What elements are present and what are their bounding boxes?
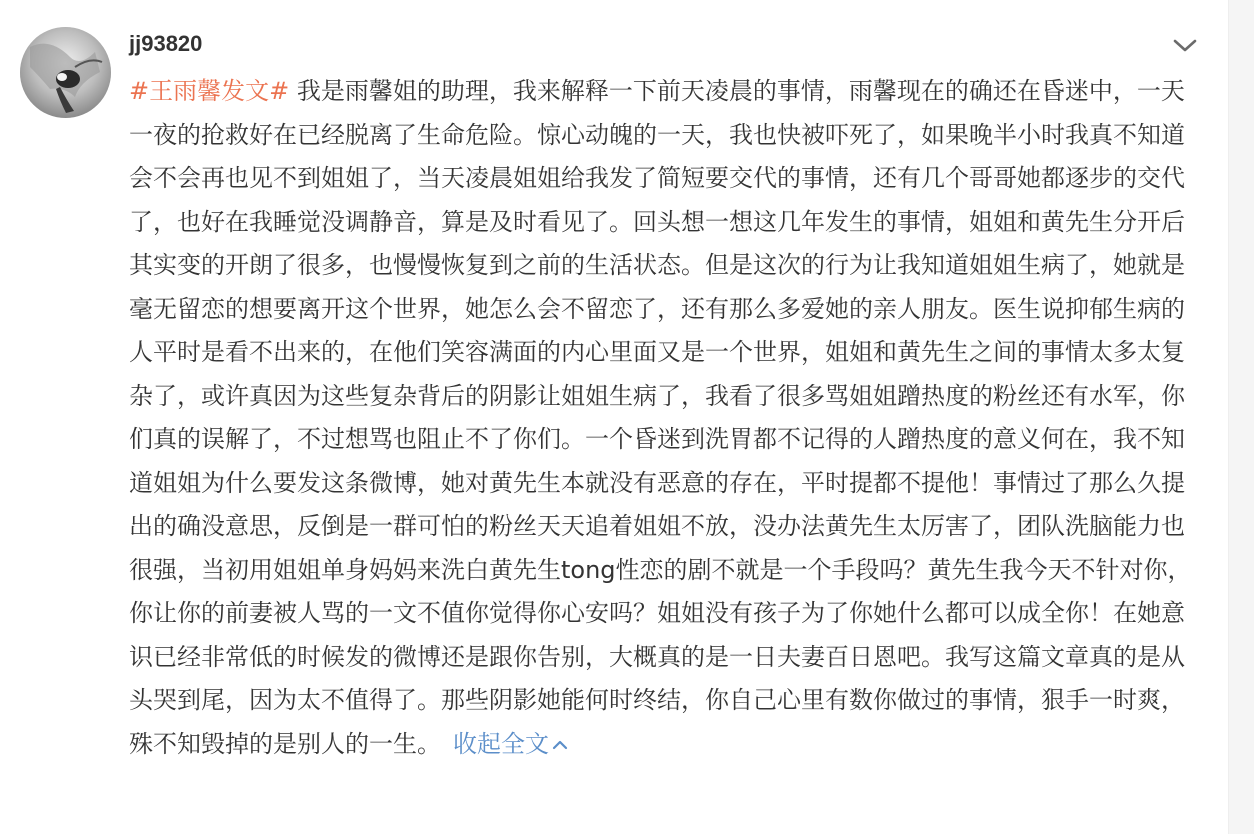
username[interactable]: jj93820 — [129, 31, 203, 56]
avatar[interactable] — [20, 27, 111, 118]
collapse-label: 收起全文 — [453, 729, 549, 758]
post-text: 我是雨馨姐的助理，我来解释一下前天凌晨的事情，雨馨现在的确还在昏迷中，一天一夜的抢救好在已经脱离了生命危险。惊心动魄的一天，我也快被吓死了，如果晚半小时我真不知道会不会再也见不到姐姐了，当天凌晨姐姐给我发了简短要交代的事情，还有几个哥哥她都逐步的交代了，也好在我睡觉没调静音，算是及时看见了。回头想一想这几年发生的事情，姐姐和黄先生分开后其实变的开朗了很多，也慢慢恢复到之前的生活状态。但是这次的行为让我知道姐姐生病了，她就是毫无留恋的想要离开这个世界，她怎么会不留恋了，还有那么多爱她的亲人朋友。医生说抑郁生病的人平时是看不出来的，在他们笑容满面的内心里面又是一个世界，姐姐和黄先生之间的事情太多太复杂了，或许真因为这些复杂背后的阴影让姐姐生病了，我看了很多骂姐姐蹭热度的粉丝还有水军，你们真的误解了，不过想骂也阻止不了你们。一个昏迷到洗胃都不记得的人蹭热度的意义何在，我不知道姐姐为什么要发这条微博，她对黄先生本就没有恶意的存在，平时提都不提他！事情过了那么久提出的确没意思，反倒是一群可怕的粉丝天天追着姐姐不放，没办法黄先生太厉害了，团队洗脑能力也很强，当初用姐姐单身妈妈来洗白黄先生tong性恋的剧不就是一个手段吗？黄先生我今天不针对你，你让你的前妻被人骂的一文不值你觉得你心安吗？姐姐没有孩子为了你她什么都可以成全你！在她意识已经非常低的时候发的微博还是跟你告别，大概真的是一日夫妻百日恩吧。我写这篇文章真的是从头哭到尾，因为太不值得了。那些阴影她能何时终结，你自己心里有数你做过的事情，狠手一时爽，殊不知毁掉的是别人的一生。 — [129, 77, 1192, 758]
collapse-full-text-link[interactable] — [453, 730, 569, 758]
hashtag-link[interactable]: #王雨馨发文# — [129, 77, 290, 105]
chevron-down-icon — [1170, 34, 1200, 56]
more-options-button[interactable] — [1170, 34, 1200, 56]
scrollbar[interactable] — [1228, 0, 1254, 834]
avatar-image — [20, 27, 111, 118]
post-body — [129, 70, 1194, 766]
chevron-up-icon — [551, 738, 569, 752]
